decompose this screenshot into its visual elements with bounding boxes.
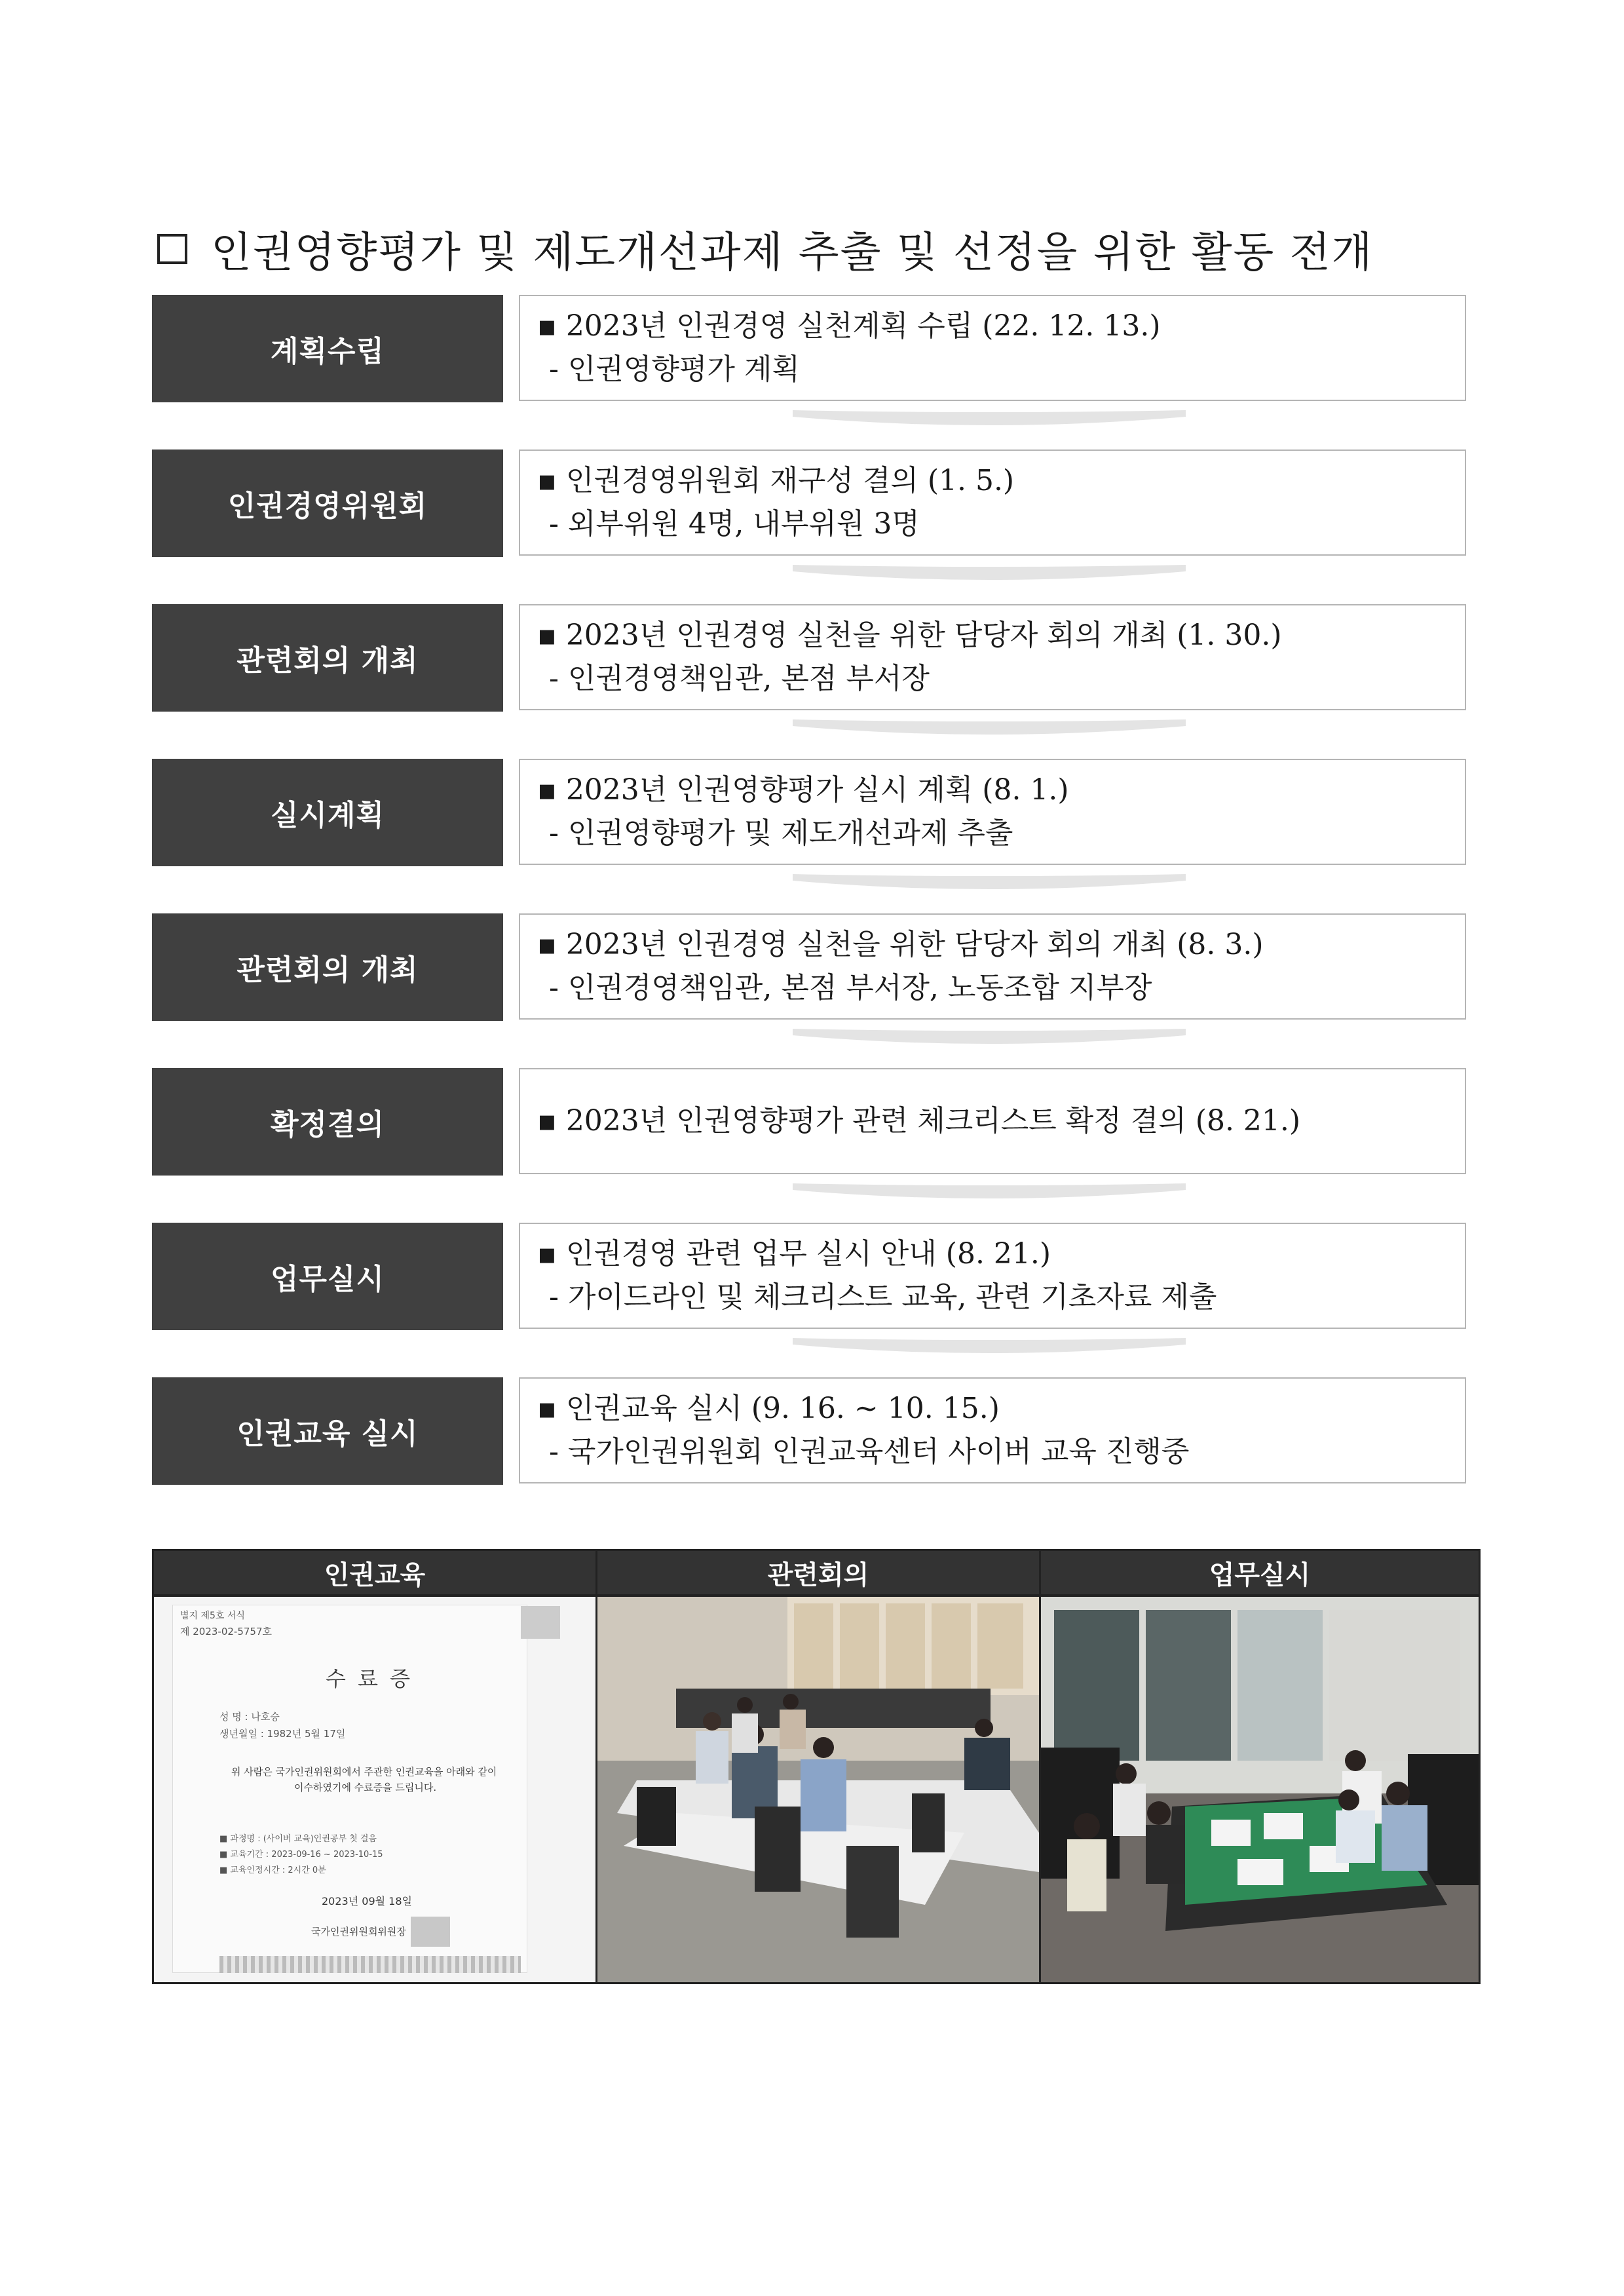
step-content [519,913,1466,1020]
step-main-line: ▪ 2023년 인권영향평가 실시 계획 (8. 1.) [537,769,1465,812]
meeting-photo [597,1597,1039,1982]
step-sub-line: - 인권영향평가 계획 [549,353,800,386]
step-row [152,604,1467,712]
step-label: 실시계획 [152,759,503,866]
step-row [152,1377,1467,1485]
step-main-line: ▪ 인권교육 실시 (9. 16. ~ 10. 15.) [537,1387,1465,1430]
step-content [519,604,1466,710]
down-arrow-icon [793,562,1186,595]
step-main-line: ▪ 인권경영위원회 재구성 결의 (1. 5.) [537,459,1465,503]
step-sub-line: - 가이드라인 및 체크리스트 교육, 관련 기초자료 제출 [549,1280,1217,1314]
photo-header: 인권교육 [154,1551,595,1594]
cert-issuer: 국가인권위원회위원장 [311,1926,406,1938]
step-row [152,295,1467,402]
photo-panel [152,1549,1481,1984]
photo-header: 관련회의 [597,1551,1039,1594]
step-label: 인권경영위원회 [152,450,503,557]
step-content [519,450,1466,556]
step-row [152,450,1467,557]
cert-body-1: 위 사람은 국가인권위원회에서 주관한 인권교육을 아래와 같이 [231,1766,497,1778]
down-arrow-icon [793,1026,1186,1059]
step-sub-line: - 인권영향평가 및 제도개선과제 추출 [549,816,1013,850]
cert-body-2: 이수하였기에 수료증을 드립니다. [294,1782,437,1793]
page-heading [157,216,1373,282]
cert-title: 수 료 증 [326,1666,413,1691]
step-content [519,1223,1466,1329]
cert-birth: 생년월일 : 1982년 5월 17일 [219,1728,346,1740]
step-content [519,759,1466,865]
cert-form-no: 별지 제5호 서식 [180,1611,245,1621]
step-label: 업무실시 [152,1223,503,1330]
step-label: 관련회의 개최 [152,913,503,1021]
heading-text: 인권영향평가 및 제도개선과제 추출 및 선정을 위한 활동 전개 [211,229,1374,277]
step-sub-line: - 국가인권위원회 인권교육센터 사이버 교육 진행중 [549,1435,1190,1468]
checkbox-square-icon [157,234,187,264]
cert-date: 2023년 09월 18일 [322,1895,412,1907]
step-label: 계획수립 [152,295,503,402]
work-photo [1041,1597,1479,1982]
step-main-line: ▪ 2023년 인권경영 실천을 위한 담당자 회의 개최 (1. 30.) [537,614,1465,657]
cert-name: 성 명 : 나호승 [219,1711,280,1723]
step-label: 확정결의 [152,1068,503,1176]
step-row [152,913,1467,1021]
step-label: 관련회의 개최 [152,604,503,712]
step-main-line: ▪ 2023년 인권영향평가 관련 체크리스트 확정 결의 (8. 21.) [537,1100,1465,1143]
cert-course: ■ 과정명 : (사이버 교육)인권공부 첫 걸음 [219,1834,377,1844]
down-arrow-icon [793,871,1186,904]
step-main-line: ▪ 2023년 인권경영 실천계획 수립 (22. 12. 13.) [537,305,1465,348]
step-label: 인권교육 실시 [152,1377,503,1485]
step-sub-line: - 인권경영책임관, 본점 부서장, 노동조합 지부장 [549,971,1152,1004]
down-arrow-icon [793,1335,1186,1368]
certificate-image [154,1597,595,1982]
cert-seal [411,1917,450,1947]
cert-period: ■ 교육기간 : 2023-09-16 ~ 2023-10-15 [219,1850,383,1860]
down-arrow-icon [793,1181,1186,1214]
down-arrow-icon [793,408,1186,440]
step-row [152,1223,1467,1330]
step-content [519,295,1466,401]
step-row [152,759,1467,866]
step-content [519,1068,1466,1174]
photo-header: 업무실시 [1041,1551,1479,1594]
down-arrow-icon [793,717,1186,750]
step-content [519,1377,1466,1483]
step-main-line: ▪ 인권경영 관련 업무 실시 안내 (8. 21.) [537,1233,1465,1276]
step-sub-line: - 외부위원 4명, 내부위원 3명 [549,507,920,541]
step-sub-line: - 인권경영책임관, 본점 부서장 [549,662,930,695]
step-row [152,1068,1467,1176]
cert-hours: ■ 교육인정시간 : 2시간 0분 [219,1866,326,1875]
cert-number: 제 2023-02-5757호 [180,1626,273,1637]
step-main-line: ▪ 2023년 인권경영 실천을 위한 담당자 회의 개최 (8. 3.) [537,923,1465,966]
